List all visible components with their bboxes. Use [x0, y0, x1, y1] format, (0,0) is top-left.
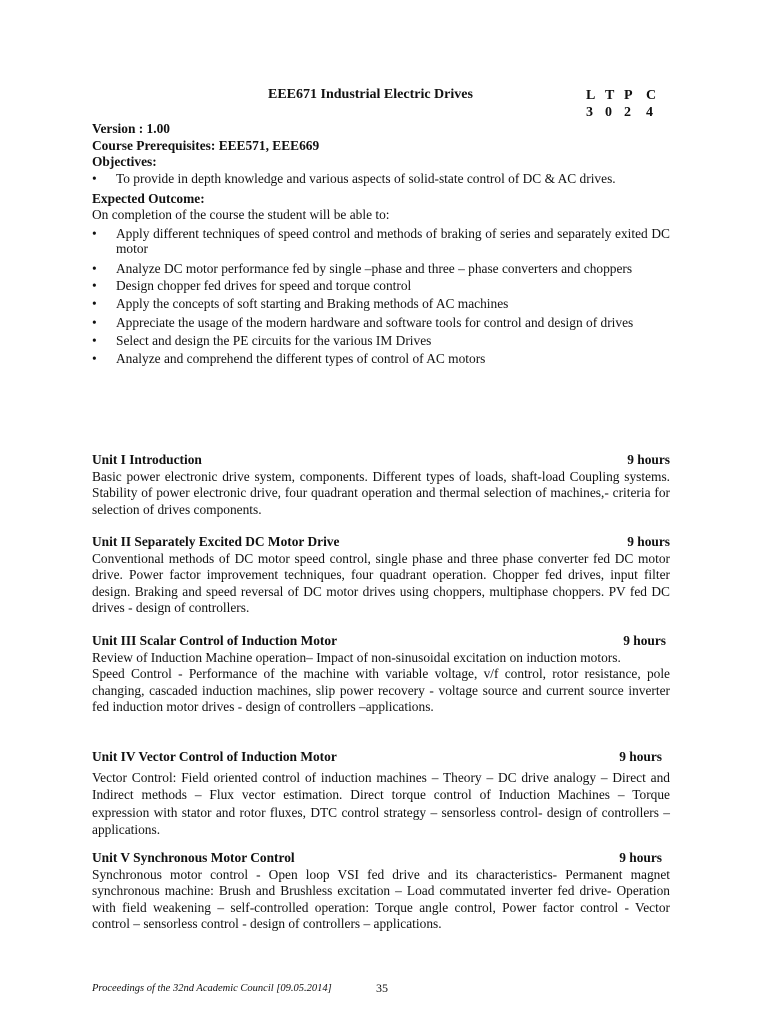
ltpc-label: C	[646, 88, 657, 103]
outcome-intro: On completion of the course the student will be able to:	[92, 207, 390, 222]
version-line: Version : 1.00	[92, 121, 170, 136]
list-item: • Analyze DC motor performance fed by single –phase and three – phase converters and choppers	[92, 261, 670, 276]
unit-hours: 9 hours	[619, 749, 662, 764]
ltpc-label: L	[586, 88, 596, 103]
unit-section	[92, 749, 670, 839]
ltpc-label: T	[605, 88, 615, 103]
unit-hours: 9 hours	[627, 534, 670, 549]
list-item: • Select and design the PE circuits for the various IM Drives	[92, 333, 670, 350]
unit-title: Unit III Scalar Control of Induction Motor	[92, 633, 338, 648]
objectives-heading: Objectives:	[92, 154, 157, 169]
list-item: • Design chopper fed drives for speed and torque control	[92, 278, 670, 295]
unit-heading	[92, 749, 670, 766]
unit-hours: 9 hours	[619, 850, 662, 865]
unit-description: Vector Control: Field oriented control of induction machines – Theory – DC drive analogy – Direct and Indirect methods – Flux vector estimation. Direct torque control of Induction Machines – Torque expression with stator and rotor fluxes, DTC control strategy – sensorless control- design of controllers – applications.	[92, 769, 670, 837]
unit-heading	[92, 850, 670, 867]
unit-title: Unit I Introduction	[92, 452, 202, 467]
page-number: 35	[376, 981, 388, 995]
unit-title: Unit II Separately Excited DC Motor Drive	[92, 534, 340, 549]
unit-section	[92, 633, 670, 716]
prerequisites-line: Course Prerequisites: EEE571, EEE669	[92, 137, 320, 153]
list-item: • Appreciate the usage of the modern hardware and software tools for control and design of drives	[92, 315, 670, 330]
ltpc-value: 0	[605, 105, 612, 120]
unit-heading	[92, 633, 670, 650]
unit-description: Basic power electronic drive system, components. Different types of loads, shaft-load Coupling systems. Stability of power electronic drive, four quadrant operation and thermal selection of machines,- criteria for selection of drives components.	[92, 468, 670, 517]
ltpc-label: P	[624, 88, 633, 103]
unit-heading	[92, 534, 670, 551]
unit-section	[92, 850, 670, 933]
unit-heading	[92, 452, 670, 469]
unit-hours: 9 hours	[623, 633, 666, 648]
ltpc-value: 4	[646, 105, 653, 120]
unit-title: Unit V Synchronous Motor Control	[92, 850, 295, 865]
unit-description: Conventional methods of DC motor speed control, single phase and three phase converter fed DC motor drive. Power factor improvement techniques, four quadrant operation. Chopper fed drives, input filter design. Braking and speed reversal of DC motor drives using choppers, multiphase choppers. PV fed DC drives - design of controllers.	[92, 550, 670, 615]
course-title: EEE671 Industrial Electric Drives	[268, 87, 473, 102]
course-info-section	[92, 121, 670, 368]
outcome-heading: Expected Outcome:	[92, 190, 205, 206]
ltpc-value: 3	[586, 105, 593, 120]
unit-description: Synchronous motor control - Open loop VSI fed drive and its characteristics- Permanent magnet synchronous machine: Brush and Brushless excitation – Load commutated inverter fed drive- Operation with field weakening – self-controlled operation: Torque angle control, Power factor control - Vector control – sensorless control - design of controllers – applications.	[92, 866, 670, 931]
unit-title: Unit IV Vector Control of Induction Motor	[92, 749, 337, 764]
ltpc-labels-row	[586, 87, 665, 104]
unit-description: Speed Control - Performance of the machine with variable voltage, v/f control, rotor resistance, pole changing, cascaded induction machines, slip power recovery - voltage source and current source inverter fed induction motor drives - design of controllers –applications.	[92, 666, 670, 714]
unit-section	[92, 534, 670, 617]
footer-text: Proceedings of the 32nd Academic Council [09.05.2014]	[92, 983, 332, 994]
list-item: • Apply the concepts of soft starting and Braking methods of AC machines	[92, 296, 670, 313]
list-item: • Analyze and comprehend the different types of control of AC motors	[92, 351, 670, 368]
outcome-list	[92, 226, 670, 368]
unit-hours: 9 hours	[627, 452, 670, 467]
list-item: • Apply different techniques of speed control and methods of braking of series and separately exited DC motor	[92, 226, 670, 256]
ltpc-table	[586, 87, 665, 121]
list-item: • To provide in depth knowledge and various aspects of solid-state control of DC & AC drives.	[92, 165, 670, 193]
ltpc-values-row	[586, 104, 665, 121]
unit-description: Review of Induction Machine operation– Impact of non-sinusoidal excitation on induction motors.	[92, 649, 621, 665]
ltpc-value: 2	[624, 105, 631, 120]
unit-section	[92, 452, 670, 518]
objectives-list	[92, 165, 670, 193]
